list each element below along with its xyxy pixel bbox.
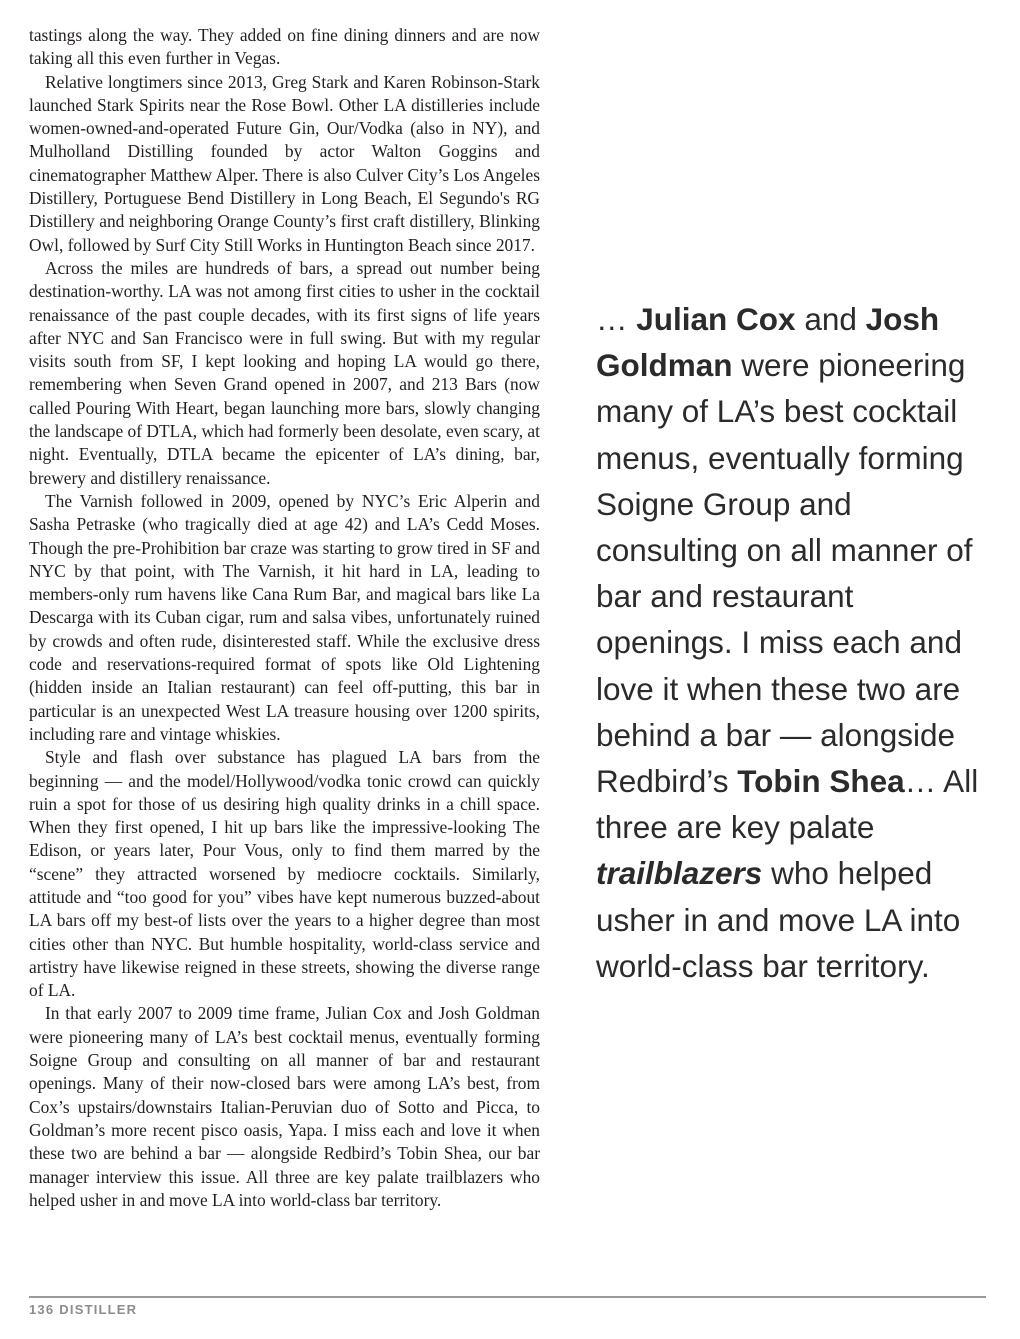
pull-quote-text: … (596, 301, 637, 337)
pull-quote-text: were pioneering many of LA’s best cocktail menus, eventually forming Soigne Group and consulting on all manner of bar and restaurant openings. I miss each and love it when these two are behind a bar — alongside Redbird’s (596, 347, 973, 800)
pull-quote-text: who helped usher in and move LA into world-class bar territory. (596, 855, 961, 984)
article-paragraph: In that early 2007 to 2009 time frame, Julian Cox and Josh Goldman were pioneering many of LA’s best cocktail menus, eventually forming Soigne Group and consulting on all manner of bar and restaurant openings. Many of their now-closed bars were among LA’s best, from Cox’s upstairs/downstairs Italian-Peruvian duo of Sotto and Picca, to Goldman’s more recent pisco oasis, Yapa. I miss each and love it when these two are behind a bar — alongside Redbird’s Tobin Shea, our bar manager interview this issue. All three are key palate trailblazers who helped usher in and move LA into world-class bar territory. (29, 1003, 540, 1210)
article-paragraph: tastings along the way. They added on fine dining dinners and are now taking all this even further in Vegas. (29, 25, 540, 69)
footer-divider (29, 1296, 986, 1298)
article-paragraph: Across the miles are hundreds of bars, a spread out number being destination-worthy. LA was not among first cities to usher in the cocktail renaissance of the past couple decades, with its first signs of life years after NYC and San Francisco were in full swing. But with my regular visits south from SF, I kept looking and hoping LA would go there, remembering when Seven Grand opened in 2007, and 213 Bars (now called Pouring With Heart, began launching more bars, slowly changing the landscape of DTLA, which had formerly been desolate, even scary, at night. Eventually, DTLA became the epicenter of LA’s dining, bar, brewery and distillery renaissance. (29, 257, 540, 488)
pull-quote-name: Tobin Shea (737, 763, 905, 800)
pull-quote-text: … All three are key palate (596, 763, 979, 846)
magazine-name: DISTILLER (59, 1302, 138, 1317)
pull-quote-emphasis: trailblazers (596, 855, 763, 892)
article-paragraph: Style and flash over substance has plagued LA bars from the beginning — and the model/Hollywood/vodka tonic crowd can quickly ruin a spot for those of us desiring high quality drinks in a chill space. When they first opened, I hit up bars like the impressive-looking The Edison, or years later, Pour Vous, only to find them marred by the “scene” they attracted worsened by mediocre cocktails. Similarly, attitude and “too good for you” vibes have kept numerous buzzed-about LA bars off my best-of lists over the years to a higher degree than most cities other than NYC. But humble hospitality, world-class service and artistry have likewise reigned in these streets, showing the diverse range of LA. (29, 747, 540, 1001)
pull-quote-name: Josh Goldman (596, 301, 940, 384)
article-body (29, 24, 540, 1212)
page-number: 136 (29, 1302, 55, 1317)
pull-quote-text: and (795, 301, 866, 337)
article-paragraph: The Varnish followed in 2009, opened by NYC’s Eric Alperin and Sasha Petraske (who tragically died at age 42) and LA’s Cedd Moses. Though the pre-Prohibition bar craze was starting to grow tired in SF and NYC by that point, with The Varnish, it hit hard in LA, leading to members-only rum havens like Cana Rum Bar, and magical bars like La Descarga with its Cuban cigar, rum and salsa vibes, unfortunately ruined by crowds and often rude, disinterested staff. While the exclusive dress code and reservations-required format of spots like Old Lightening (hidden inside an Italian restaurant) can feel off-putting, this bar in particular is an unexpected West LA treasure housing over 1200 spirits, including rare and vintage whiskies. (29, 490, 540, 744)
page-footer (29, 1302, 137, 1317)
pull-quote-name: Julian Cox (636, 301, 796, 337)
article-paragraph: Relative longtimers since 2013, Greg Stark and Karen Robinson-Stark launched Stark Spirits near the Rose Bowl. Other LA distilleries include women-owned-and-operated Future Gin, Our/Vodka (also in NY), and Mulholland Distilling founded by actor Walton Goggins and cinematographer Matthew Alper. There is also Culver City’s Los Angeles Distillery, Portuguese Bend Distillery in Long Beach, El Segundo's RG Distillery and neighboring Orange County’s first craft distillery, Blinking Owl, followed by Surf City Still Works in Huntington Beach since 2017. (29, 71, 540, 255)
pull-quote (596, 296, 996, 989)
